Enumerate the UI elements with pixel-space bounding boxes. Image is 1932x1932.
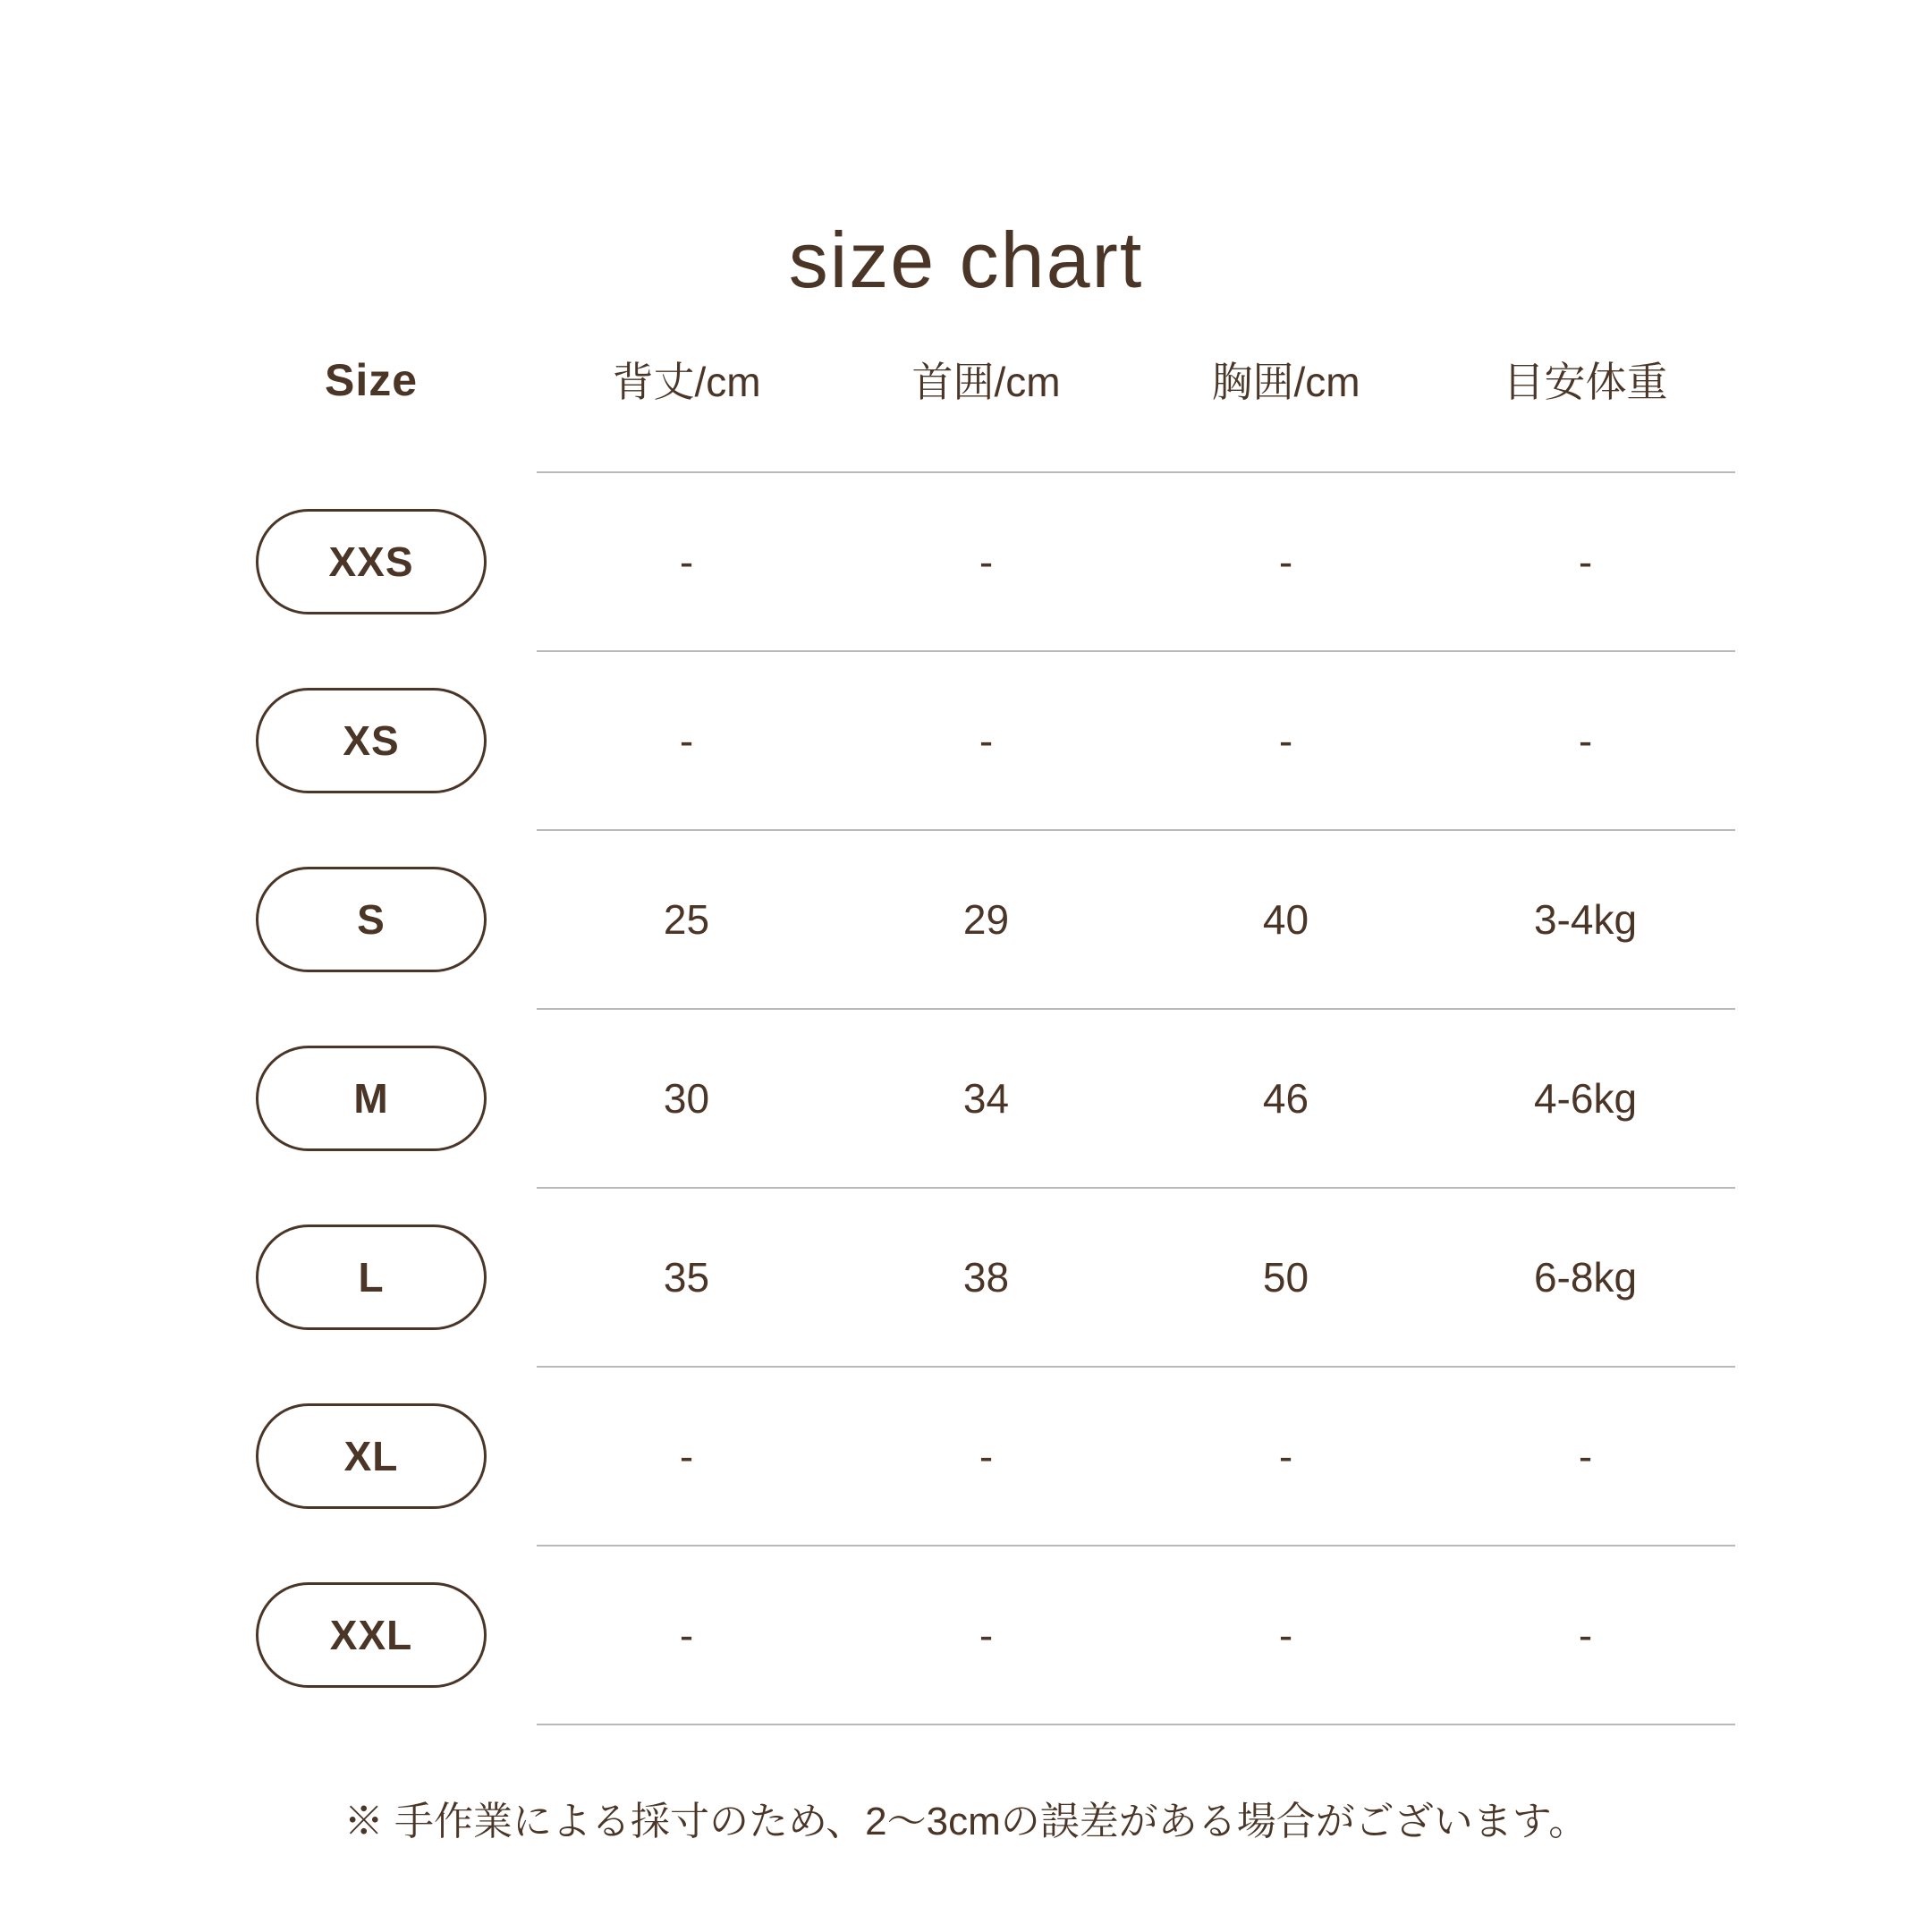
size-cell (206, 1367, 537, 1546)
cell-chest: - (1136, 651, 1436, 830)
cell-chest: - (1136, 472, 1436, 651)
cell-chest: - (1136, 1546, 1436, 1724)
cell-chest: 40 (1136, 830, 1436, 1009)
cell-back-length: 30 (537, 1009, 836, 1188)
cell-back-length: 35 (537, 1188, 836, 1367)
cell-neck: - (836, 651, 1136, 830)
size-badge-l: L (256, 1224, 487, 1330)
size-badge-xxl: XXL (256, 1582, 487, 1688)
column-header-size: Size (324, 354, 419, 405)
size-cell (206, 472, 537, 651)
table-row (206, 830, 1735, 1009)
cell-weight: 4-6kg (1436, 1009, 1735, 1188)
column-header-back-length: 背丈/cm (612, 359, 761, 405)
column-header-chest: 胸囲/cm (1211, 359, 1360, 405)
cell-neck: - (836, 1367, 1136, 1546)
table-row (206, 1188, 1735, 1367)
cell-back-length: - (537, 651, 836, 830)
cell-neck: 38 (836, 1188, 1136, 1367)
cell-weight: 6-8kg (1436, 1188, 1735, 1367)
size-chart-table (206, 349, 1735, 1724)
cell-neck: - (836, 472, 1136, 651)
page-title: size chart (788, 216, 1144, 304)
size-cell (206, 651, 537, 830)
cell-weight: - (1436, 472, 1735, 651)
cell-weight: - (1436, 651, 1735, 830)
cell-back-length: - (537, 1367, 836, 1546)
cell-weight: - (1436, 1367, 1735, 1546)
size-cell (206, 1188, 537, 1367)
size-cell (206, 1546, 537, 1724)
size-cell (206, 830, 537, 1009)
column-header-weight: 目安体重 (1503, 359, 1668, 405)
table-row (206, 472, 1735, 651)
cell-weight: 3-4kg (1436, 830, 1735, 1009)
cell-neck: 34 (836, 1009, 1136, 1188)
cell-back-length: - (537, 472, 836, 651)
size-badge-s: S (256, 867, 487, 972)
size-badge-xs: XS (256, 688, 487, 793)
cell-neck: - (836, 1546, 1136, 1724)
cell-chest: 50 (1136, 1188, 1436, 1367)
table-row (206, 1009, 1735, 1188)
cell-back-length: - (537, 1546, 836, 1724)
table-row (206, 1367, 1735, 1546)
size-badge-xxs: XXS (256, 509, 487, 614)
cell-chest: 46 (1136, 1009, 1436, 1188)
table-header (206, 349, 1735, 472)
measurement-note: ※ 手作業による採寸のため、2〜3cmの誤差がある場合がございます。 (343, 1800, 1589, 1843)
cell-weight: - (1436, 1546, 1735, 1724)
column-header-neck: 首囲/cm (911, 359, 1061, 405)
table-header-row (206, 349, 1735, 472)
cell-neck: 29 (836, 830, 1136, 1009)
table-row (206, 651, 1735, 830)
table-row (206, 1546, 1735, 1724)
size-badge-m: M (256, 1046, 487, 1151)
table-body (206, 472, 1735, 1724)
size-chart-table-wrapper (206, 349, 1735, 1725)
size-cell (206, 1009, 537, 1188)
cell-chest: - (1136, 1367, 1436, 1546)
size-badge-xl: XL (256, 1403, 487, 1509)
table-bottom-rule (537, 1724, 1735, 1725)
cell-back-length: 25 (537, 830, 836, 1009)
